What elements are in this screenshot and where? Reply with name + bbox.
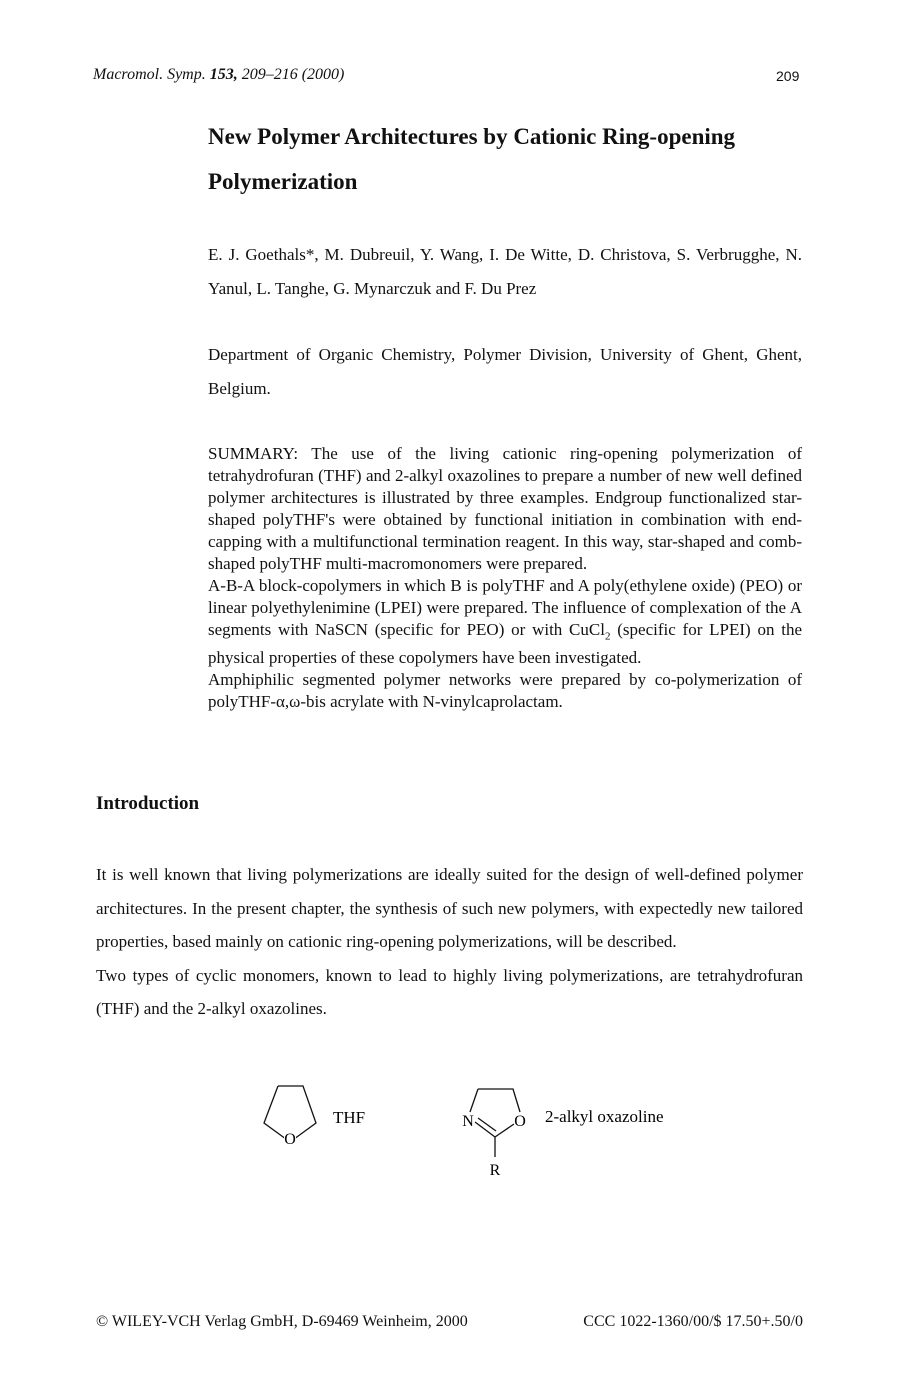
thf-label: THF: [333, 1108, 366, 1127]
chemical-structures-figure: [255, 1080, 695, 1190]
summary-block: [208, 443, 802, 713]
ccc-code: CCC 1022-1360/00/$ 17.50+.50/0: [583, 1313, 803, 1330]
oxazoline-bond: [470, 1089, 478, 1112]
summary-paragraph: SUMMARY: The use of the living cationic ring-opening polymerization of tetrahydrofuran (THF) and 2-alkyl oxazolines to prepare a number of new well defined polymer architectures is illustrated by three examples. Endgroup functionalized star-shaped polyTHF's were obtained by functional initiation in combination with end-capping with a multifunctional termination reagent. In this way, star-shaped and comb-shaped polyTHF multi-macromonomers were prepared.: [208, 444, 802, 573]
author-list: E. J. Goethals*, M. Dubreuil, Y. Wang, I. De Witte, D. Christova, S. Verbrugghe, N. Yanul, L. Tanghe, G. Mynarczuk and F. Du Prez: [208, 245, 802, 298]
body-paragraph: It is well known that living polymerizations are ideally suited for the design of well-defined polymer architectures. In the present chapter, the synthesis of such new polymers, with expectedly new tailored properties, based mainly on cationic ring-opening polymerizations, will be described.: [96, 865, 803, 951]
page-number: 209: [776, 68, 800, 84]
summary-paragraph: Amphiphilic segmented polymer networks were prepared by co-polymerization of polyTHF-α,ω-bis acrylate with N-vinylcaprolactam.: [208, 670, 802, 712]
journal-volume: 153,: [209, 66, 238, 83]
journal-name: Macromol. Symp.: [93, 66, 206, 83]
summary-text: (specific for LPEI) on the physical properties of these copolymers have been investigated.: [208, 620, 802, 668]
oxazoline-backbone: [478, 1089, 520, 1112]
oxazoline-bond: [495, 1124, 514, 1137]
summary-text: A-B-A block-copolymers in which B is polyTHF and A poly(ethylene oxide) (PEO) or linear polyethylenimine (LPEI) were prepared. The influence of complexation of the A segments with NaSCN (specific for PEO) or with CuCl: [208, 576, 802, 639]
substituent-r: R: [489, 1162, 501, 1179]
thf-oxygen-atom: O: [284, 1131, 296, 1148]
oxazoline-nitrogen-atom: N: [462, 1113, 474, 1130]
affiliation: Department of Organic Chemistry, Polymer Division, University of Ghent, Ghent, Belgium.: [208, 345, 802, 398]
introduction-body: [96, 858, 803, 1026]
summary-paragraph: [208, 575, 802, 669]
journal-pages-year: 209–216 (2000): [241, 66, 345, 83]
copyright-notice: © WILEY-VCH Verlag GmbH, D-69469 Weinheim, 2000: [96, 1313, 468, 1330]
oxazoline-double-bond: [478, 1118, 496, 1131]
oxazoline-oxygen-atom: O: [514, 1113, 526, 1130]
oxazoline-label: 2-alkyl oxazoline: [545, 1107, 664, 1126]
journal-citation: [93, 66, 344, 84]
oxazoline-double-bond: [475, 1122, 495, 1137]
body-paragraph: Two types of cyclic monomers, known to lead to highly living polymerizations, are tetrahydrofuran (THF) and the 2-alkyl oxazolines.: [96, 965, 803, 1018]
oxazoline-structure: [462, 1089, 663, 1179]
section-heading: Introduction: [96, 793, 200, 814]
thf-structure: [264, 1086, 365, 1148]
subscript: 2: [604, 630, 611, 643]
article-title: New Polymer Architectures by Cationic Ring-opening Polymerization: [208, 124, 736, 194]
